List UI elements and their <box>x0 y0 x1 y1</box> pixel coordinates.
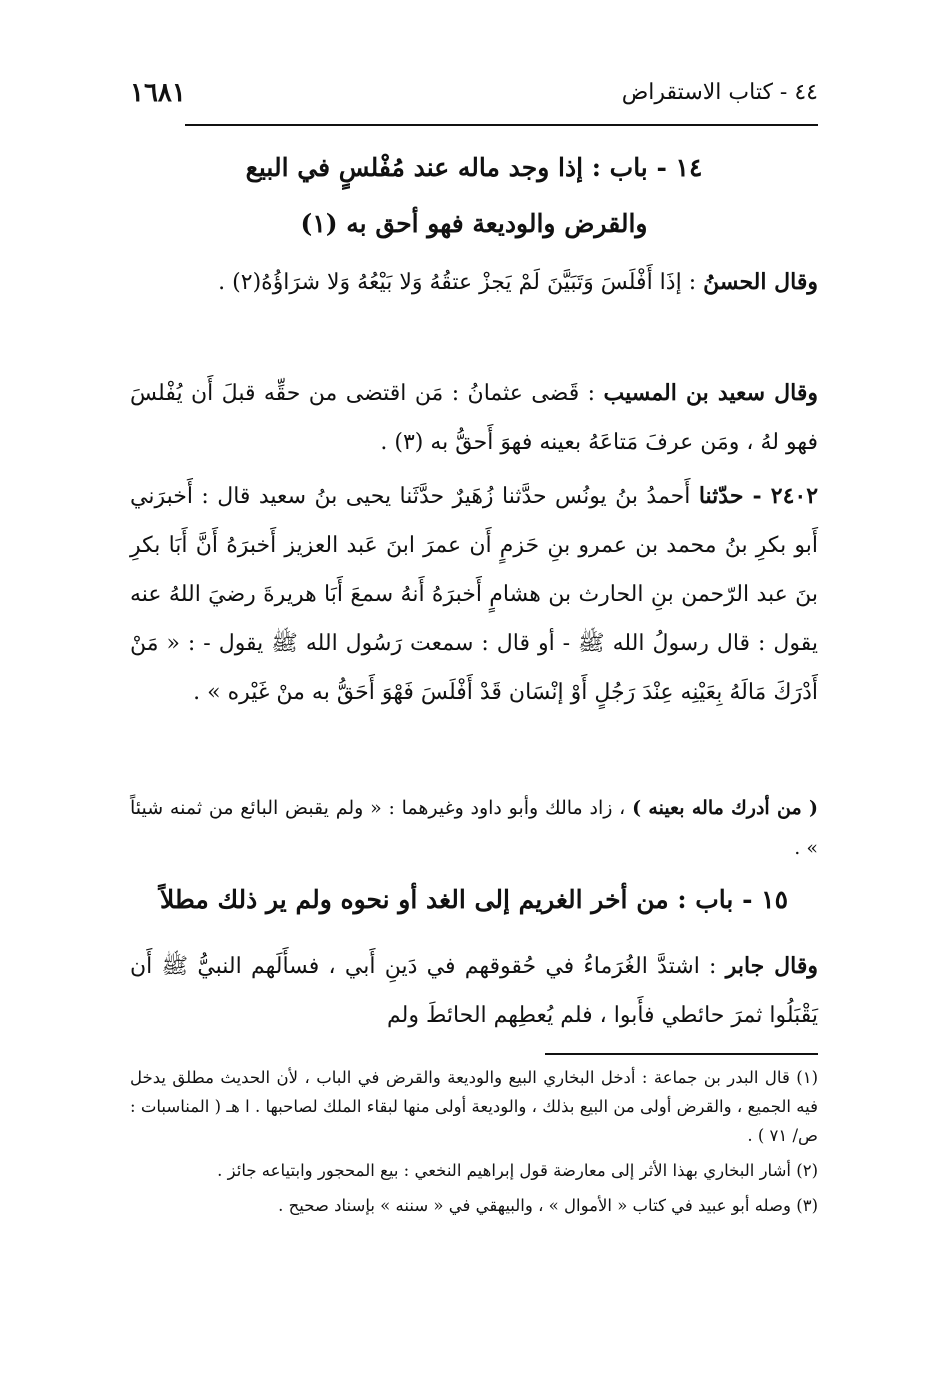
header-rule <box>185 124 818 126</box>
footnotes <box>130 1063 818 1226</box>
hasan-text: : إذَا أَفْلَسَ وَتَبَيَّنَ لَمْ يَجزْ عتقُهُ وَلا بَيْعُهُ وَلا شرَاؤُهُ(٢) . <box>218 270 704 295</box>
said-text: : قَضى عثمانُ : مَن اقتضى من حقِّه قبلَ أَن يُفْلسَ فهو لهُ ، ومَن عرفَ مَتاعَهُ بعينه فهوَ أَحقُّ به (٣) . <box>130 381 818 455</box>
page-number: ١٦٨١ <box>130 78 186 108</box>
hasan-lead: وقال الحسنُ <box>703 269 818 295</box>
jabir-paragraph <box>130 942 818 1040</box>
hadith-2402-text: أَحمدُ بنُ يونُس حدَّثنا زُهَيرٌ حدَّثَنا يحيى بنُ سعيد قال : أَخبرَني أَبو بكرِ بنُ محمد بن عمرو بنِ حَزمٍ أَن عمرَ ابنَ عَبد العزيز أَخبرَهُ أَنَّ أَبَا بكرِ بنَ عبد الرّحمن بنِ الحارث بن هشامٍ أَخبرَهُ أَنهُ سمعَ أَبَا هريرةَ رضيَ اللهُ عنه يقول : قال رسولُ الله ﷺ - أو قال : سمعت رَسُول الله ﷺ يقول - : « مَنْ أَدْرَكَ مَالَهُ بِعَيْنِه عِنْدَ رَجُلٍ أَوْ إنْسَان قَدْ أَفْلَسَ فَهْوَ أَحَقُّ به منْ غَيْره » . <box>130 484 818 705</box>
jabir-lead: وقال جابر <box>725 953 819 979</box>
jabir-text: : اشتدَّ الغُرَماءُ في حُقوقهم في دَينِ أَبي ، فسأَلَهم النبيُّ ﷺ أَن يَقْبَلُوا ثمرَ حائطي فأَبوا ، فلم يُعطِهم الحائطَ ولم <box>130 954 818 1028</box>
hadith-2402 <box>130 472 818 717</box>
footnote-3: (٣) وصله أبو عبيد في كتاب « الأموال » ، والبيهقي في « سننه » بإسناد صحيح . <box>278 1196 818 1215</box>
chapter-14-title <box>130 140 818 252</box>
footnote-1: (١) قال البدر بن جماعة : أدخل البخاري البيع والوديعة والقرض في الباب ، لأن الحديث مطلق يدخل فيه الجميع ، والقرض أولى من البيع بذلك ، والوديعة أولى منها لبقاء الملك لصاحبها . ا هـ ( المناسبات : ص/ ٧١ ) . <box>130 1068 818 1145</box>
hasan-paragraph <box>130 258 818 307</box>
hadith-2402-lead: ٢٤٠٢ - حدّثنا <box>698 483 819 509</box>
chapter-14-title-line2: والقرض والوديعة فهو أحق به (١) <box>300 209 648 238</box>
said-lead: وقال سعيد بن المسيب <box>603 380 819 406</box>
chapter-15-title: ١٥ - باب : من أخر الغريم إلى الغد أو نحوه ولم ير ذلك مطلاً <box>159 885 789 914</box>
said-paragraph <box>130 369 818 467</box>
footnote-2: (٢) أشار البخاري بهذا الأثر إلى معارضة قول إبراهيم النخعي : بيع المحجور وابتياعه جائز . <box>217 1161 818 1180</box>
footnote-rule <box>545 1053 818 1055</box>
chapter-14-title-line1: ١٤ - باب : إذا وجد ماله عند مُفْلسٍ في البيع <box>245 153 703 182</box>
running-head: ٤٤ - كتاب الاستقراض <box>621 80 818 105</box>
commentary-lead: ( من أدرك ماله بعينه ) <box>632 797 819 819</box>
page-header <box>130 78 818 118</box>
commentary-text: ، زاد مالك وأبو داود وغيرهما : « ولم يقبض البائع من ثمنه شيئاً » . <box>130 797 818 859</box>
commentary-paragraph <box>130 788 818 868</box>
